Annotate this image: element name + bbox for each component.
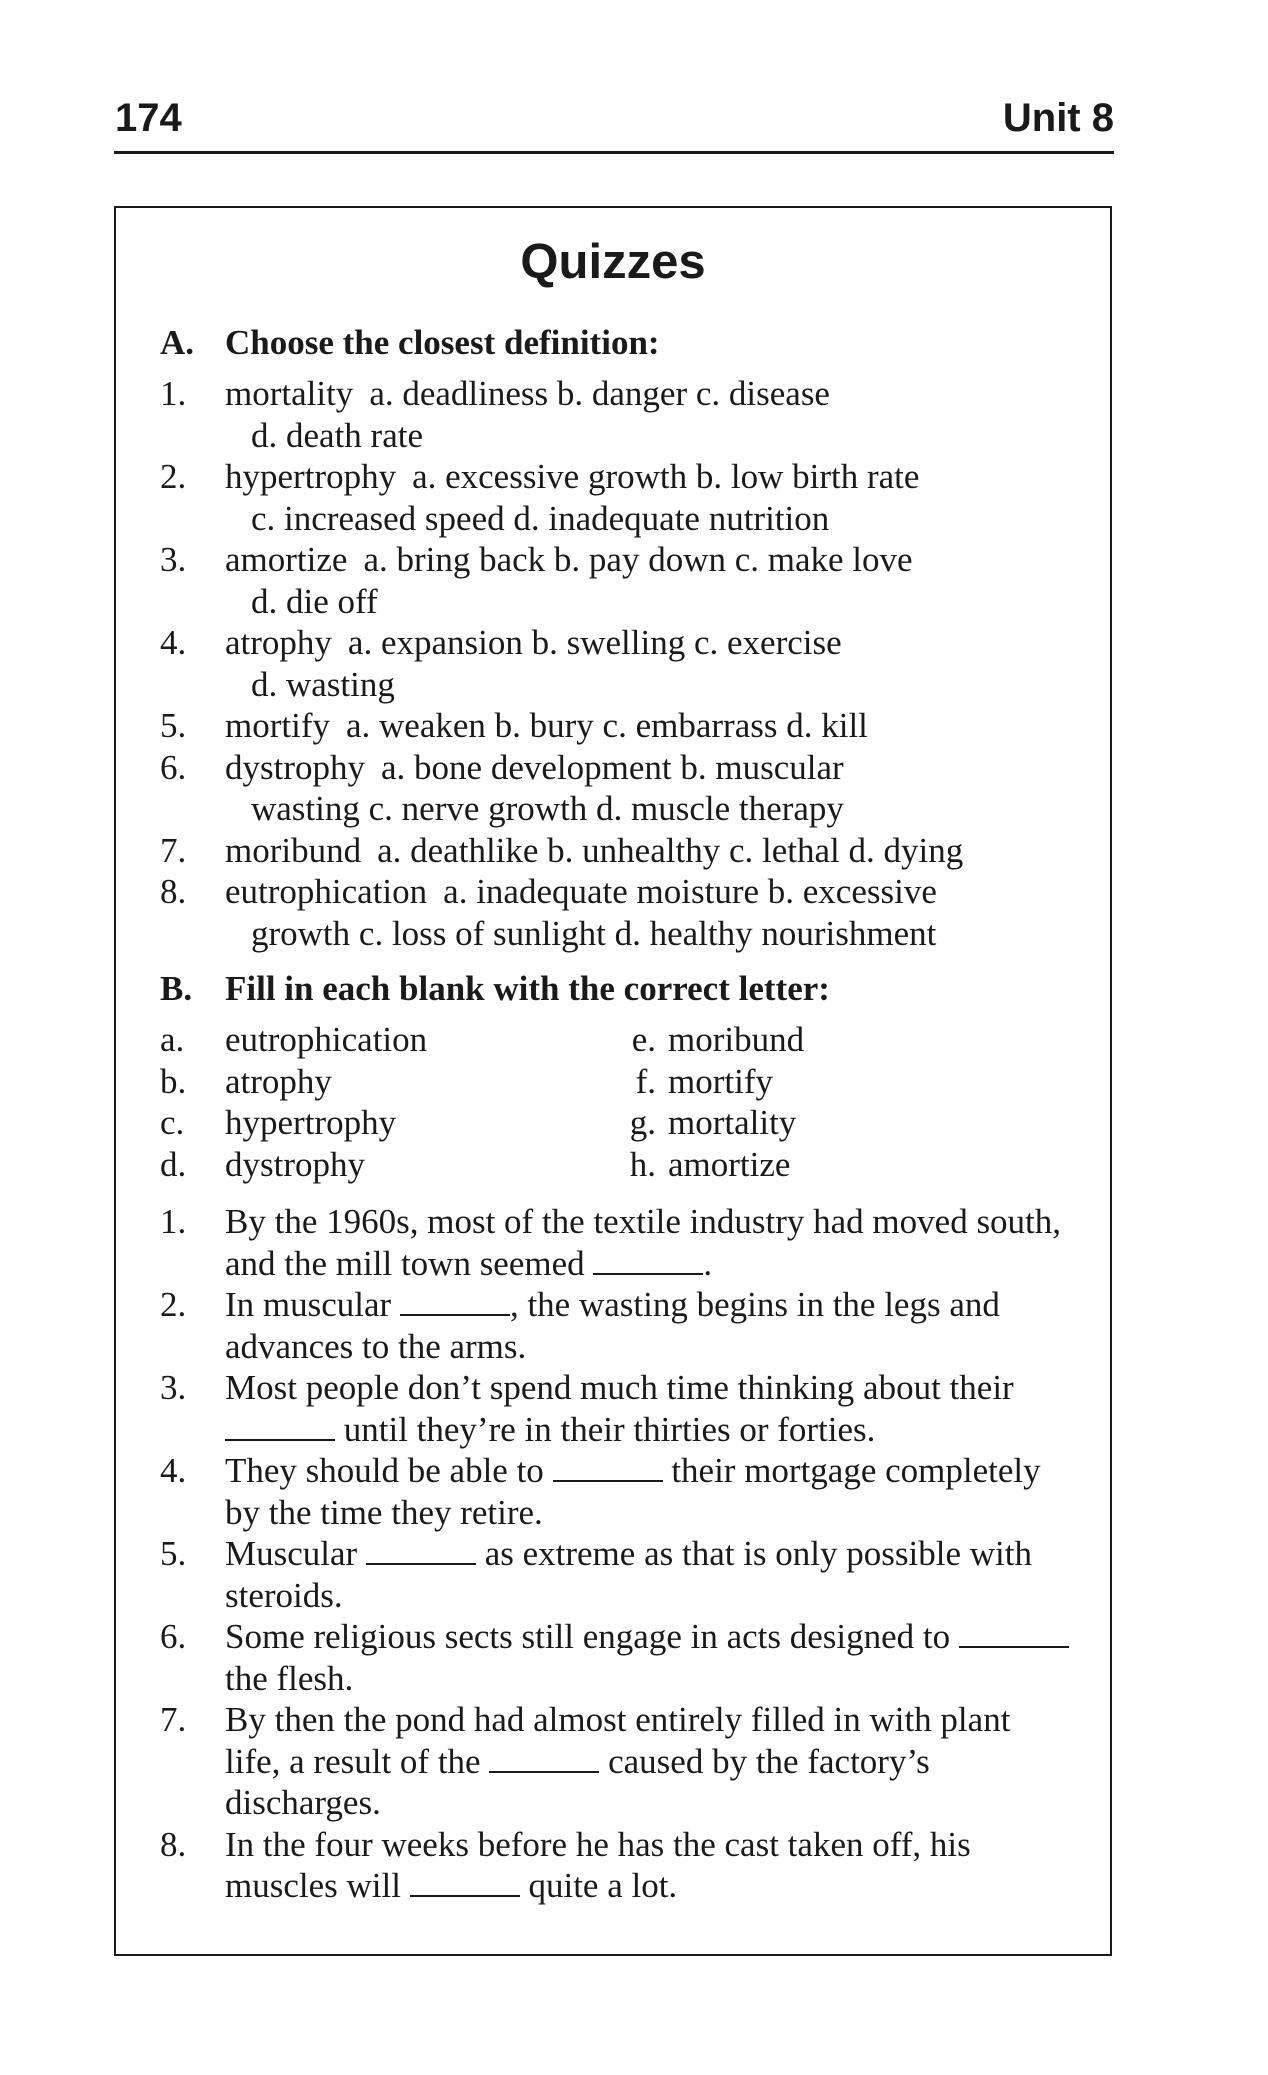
answer-choices-continued: d. wasting	[251, 664, 395, 704]
word-bank-word: hypertrophy	[225, 1103, 397, 1142]
question-number: 6.	[160, 747, 187, 787]
section-b-heading	[160, 968, 830, 1010]
quiz-title: Quizzes	[520, 235, 706, 289]
question-body	[225, 830, 1080, 872]
answer-blank	[366, 1537, 476, 1565]
question-line	[225, 705, 1080, 747]
question-line	[225, 830, 1080, 872]
word-bank-entry	[600, 1144, 880, 1186]
sentence-body	[225, 1699, 1074, 1824]
header-rule	[114, 151, 1114, 154]
sentence-text-before: By then the pond had almost entirely filled in with plant life, a result of the	[225, 1700, 1011, 1781]
sentence-body	[225, 1284, 1074, 1367]
section-a-heading	[160, 322, 660, 364]
question-line	[225, 871, 1080, 913]
sentence-number: 6.	[160, 1617, 187, 1656]
definition-question	[160, 622, 1080, 705]
sentence-body	[225, 1824, 1074, 1907]
question-term: moribund	[225, 830, 362, 870]
answer-blank	[410, 1869, 520, 1897]
sentence-text-after: until they’re in their thirties or forties.	[343, 1409, 876, 1449]
sentence-body	[225, 1367, 1074, 1450]
answer-choices: a. deadliness b. danger c. disease	[369, 374, 830, 413]
answer-choices-continued: growth c. loss of sunlight d. healthy nourishment	[251, 913, 937, 953]
section-b-letter: B.	[160, 969, 193, 1008]
fill-in-sentence	[160, 1533, 1074, 1616]
answer-choices: a. bone development b. muscular	[381, 747, 844, 787]
sentence-body	[225, 1533, 1074, 1616]
sentence-body	[225, 1450, 1074, 1533]
question-body	[225, 622, 1080, 705]
sentence-number: 3.	[160, 1368, 187, 1407]
word-bank-word: atrophy	[225, 1061, 332, 1101]
answer-choices-continued: c. increased speed d. inadequate nutrition	[251, 498, 830, 538]
sentence-text-after: , the wasting begins in the legs and advances to the arms.	[225, 1285, 1000, 1366]
fill-in-list	[160, 1201, 1074, 1907]
word-bank-letter: e.	[631, 1020, 656, 1059]
question-number: 1.	[160, 374, 187, 413]
definition-question-list	[160, 373, 1080, 954]
question-number: 7.	[160, 830, 187, 870]
word-bank-row	[160, 1102, 880, 1144]
answer-blank	[400, 1288, 510, 1316]
word-bank-row	[160, 1019, 880, 1061]
word-bank-entry	[600, 1019, 880, 1061]
question-body	[225, 705, 1080, 747]
answer-choices: a. bring back b. pay down c. make love	[363, 540, 913, 579]
word-bank-word: amortize	[668, 1144, 791, 1184]
answer-choices: a. inadequate moisture b. excessive	[443, 872, 937, 911]
answer-blank	[225, 1413, 335, 1441]
definition-question	[160, 830, 1080, 872]
question-number: 4.	[160, 623, 187, 662]
word-bank-letter: b.	[160, 1061, 187, 1101]
word-bank-letter: f.	[635, 1061, 656, 1101]
question-body	[225, 871, 1080, 954]
answer-choices: a. deathlike b. unhealthy c. lethal d. dying	[377, 830, 964, 870]
sentence-number: 4.	[160, 1451, 187, 1490]
page-number: 174	[115, 96, 182, 140]
quiz-box	[114, 206, 1112, 1956]
answer-choices: a. weaken b. bury c. embarrass d. kill	[345, 706, 868, 745]
word-bank-letter: a.	[160, 1020, 185, 1059]
sentence-text-before: Muscular	[225, 1534, 358, 1573]
fill-in-sentence	[160, 1824, 1074, 1907]
word-bank-letter: h.	[629, 1144, 656, 1184]
fill-in-sentence	[160, 1699, 1074, 1824]
question-line	[225, 747, 1080, 789]
word-bank-entry	[160, 1061, 600, 1103]
question-term: amortize	[225, 540, 348, 579]
fill-in-sentence	[160, 1367, 1074, 1450]
sentence-text-after: .	[703, 1243, 713, 1283]
fill-in-sentence	[160, 1201, 1074, 1284]
word-bank-word: eutrophication	[225, 1020, 428, 1059]
sentence-text-before: They should be able to	[225, 1451, 544, 1490]
answer-choices-continued: wasting c. nerve growth d. muscle therapy	[251, 789, 844, 828]
question-number: 8.	[160, 872, 187, 911]
word-bank-entry	[160, 1144, 600, 1186]
definition-question	[160, 539, 1080, 622]
definition-question	[160, 456, 1080, 539]
word-bank-entry	[600, 1061, 880, 1103]
answer-blank	[489, 1745, 599, 1773]
question-line	[225, 373, 1080, 415]
sentence-number: 5.	[160, 1534, 187, 1573]
sentence-text-after: quite a lot.	[528, 1866, 678, 1905]
definition-question	[160, 373, 1080, 456]
sentence-text-after: as extreme as that is only possible with steroids.	[225, 1534, 1032, 1615]
answer-choices: a. excessive growth b. low birth rate	[412, 457, 920, 496]
question-term: hypertrophy	[225, 457, 397, 496]
word-bank-letter: g.	[629, 1103, 656, 1142]
sentence-text-before: By the 1960s, most of the textile industry had moved south, and the mill town seemed	[225, 1202, 1062, 1283]
word-bank-row	[160, 1061, 880, 1103]
word-bank-letter: c.	[160, 1103, 185, 1142]
sentence-text-before: Some religious sects still engage in acts designed to	[225, 1617, 951, 1656]
question-term: mortality	[225, 374, 354, 413]
unit-label: Unit 8	[1002, 96, 1114, 140]
fill-in-sentence	[160, 1616, 1074, 1699]
sentence-body	[225, 1201, 1074, 1284]
word-bank-word: mortify	[668, 1061, 773, 1101]
word-bank-letter: d.	[160, 1144, 187, 1184]
word-bank-word: dystrophy	[225, 1144, 365, 1184]
definition-question	[160, 871, 1080, 954]
sentence-body	[225, 1616, 1074, 1699]
word-bank-entry	[600, 1102, 880, 1144]
question-number: 5.	[160, 706, 187, 745]
question-line	[225, 622, 1080, 664]
sentence-number: 7.	[160, 1700, 187, 1739]
answer-choices-continued: d. die off	[251, 581, 378, 621]
sentence-number: 1.	[160, 1202, 187, 1241]
answer-blank	[959, 1620, 1069, 1648]
question-number: 3.	[160, 540, 187, 579]
question-line	[225, 456, 1080, 498]
answer-blank	[593, 1247, 703, 1275]
definition-question	[160, 747, 1080, 830]
answer-choices: a. expansion b. swelling c. exercise	[347, 623, 842, 662]
sentence-text-before: In the four weeks before he has the cast taken off, his muscles will	[225, 1824, 971, 1905]
sentence-text-before: Most people don’t spend much time thinking about their	[225, 1368, 1014, 1407]
word-bank-word: moribund	[668, 1020, 805, 1059]
question-line	[225, 539, 1080, 581]
answer-blank	[553, 1454, 663, 1482]
question-term: mortify	[225, 706, 330, 745]
word-bank-entry	[160, 1019, 600, 1061]
sentence-text-after: their mortgage completely by the time they retire.	[225, 1451, 1041, 1532]
definition-question	[160, 705, 1080, 747]
section-a-title: Choose the closest definition:	[225, 323, 660, 362]
question-term: dystrophy	[225, 747, 365, 787]
sentence-text-after: the flesh.	[225, 1658, 354, 1698]
word-bank-word: mortality	[668, 1103, 797, 1142]
question-term: eutrophication	[225, 872, 428, 911]
word-bank-entry	[160, 1102, 600, 1144]
sentence-text-after: caused by the factory’s discharges.	[225, 1741, 930, 1822]
question-term: atrophy	[225, 623, 332, 662]
fill-in-sentence	[160, 1450, 1074, 1533]
question-body	[225, 539, 1080, 622]
section-b-title: Fill in each blank with the correct letter:	[225, 969, 830, 1008]
sentence-number: 2.	[160, 1285, 187, 1324]
question-body	[225, 373, 1080, 456]
answer-choices-continued: d. death rate	[251, 415, 423, 455]
fill-in-sentence	[160, 1284, 1074, 1367]
word-bank-row	[160, 1144, 880, 1186]
word-bank	[160, 1019, 880, 1185]
question-body	[225, 747, 1080, 830]
sentence-text-before: In muscular	[225, 1285, 392, 1324]
question-body	[225, 456, 1080, 539]
sentence-number: 8.	[160, 1824, 187, 1864]
section-a-letter: A.	[160, 323, 195, 362]
question-number: 2.	[160, 457, 187, 496]
